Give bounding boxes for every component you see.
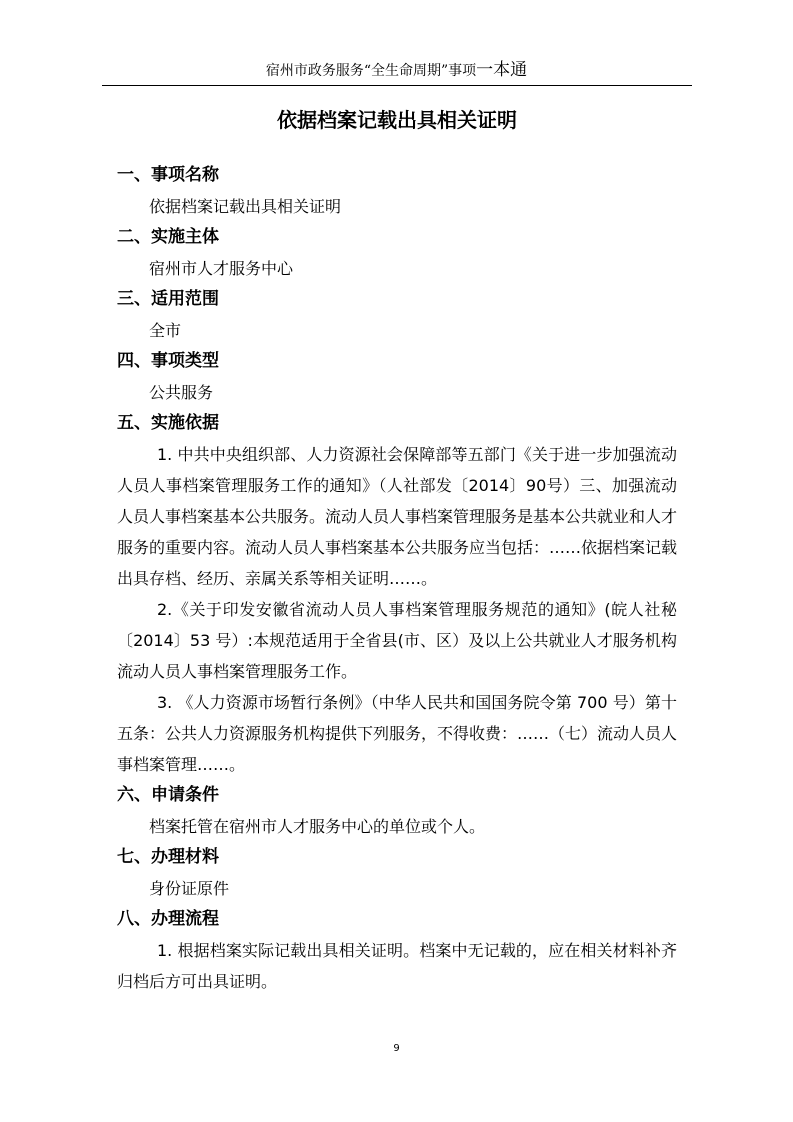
legal-basis-paragraph: 1. 中共中央组织部、人力资源社会保障部等五部门《关于进一步加强流动人员人事档案管理服务工作的通知》（人社部发〔2014〕90号）三、加强流动人员人事档案基本公共服务。流动人员人事档案管理服务是基本公共就业和人才服务的重要内容。流动人员人事档案基本公共服务应当包括：……依据档案记载出具存档、经历、亲属关系等相关证明……。 — [117, 445, 678, 588]
section-heading-implementing-body: 二、实施主体 — [117, 227, 219, 247]
section-heading-scope: 三、适用范围 — [117, 289, 219, 309]
section-body-conditions: 档案托管在宿州市人才服务中心的单位或个人。 — [149, 817, 486, 836]
section-heading-legal-basis: 五、实施依据 — [117, 413, 219, 433]
section-heading-item-name: 一、事项名称 — [117, 165, 219, 185]
section-body-implementing-body: 宿州市人才服务中心 — [149, 259, 294, 278]
section-heading-conditions: 六、申请条件 — [117, 785, 219, 805]
section-heading-item-type: 四、事项类型 — [117, 351, 219, 371]
section-body-scope: 全市 — [149, 321, 182, 340]
running-header-emphasis: 一本通 — [476, 60, 528, 80]
header-divider — [102, 85, 692, 86]
section-heading-process: 八、办理流程 — [117, 909, 219, 929]
section-body-materials: 身份证原件 — [149, 879, 230, 898]
running-header — [100, 60, 693, 81]
legal-basis-paragraph: 2.《关于印发安徽省流动人员人事档案管理服务规范的通知》(皖人社秘〔2014〕53 号）:本规范适用于全省县(市、区）及以上公共就业人才服务机构流动人员人事档案管理服务工作。 — [117, 600, 677, 681]
process-paragraph: 1. 根据档案实际记载出具相关证明。档案中无记载的，应在相关材料补齐归档后方可出具证明。 — [117, 941, 677, 991]
legal-basis-paragraph: 3. 《人力资源市场暂行条例》（中华人民共和国国务院令第 700 号）第十五条：公共人力资源服务机构提供下列服务，不得收费：……（七）流动人员人事档案管理……。 — [117, 693, 678, 774]
section-body-item-type: 公共服务 — [149, 383, 214, 402]
page-number: 9 — [393, 1043, 400, 1054]
section-heading-materials: 七、办理材料 — [117, 847, 219, 867]
document-body — [117, 160, 677, 997]
document-title: 依据档案记载出具相关证明 — [277, 108, 517, 132]
section-body-item-name: 依据档案记载出具相关证明 — [149, 197, 342, 216]
running-header-text: 宿州市政务服务“全生命周期”事项 — [265, 63, 477, 79]
